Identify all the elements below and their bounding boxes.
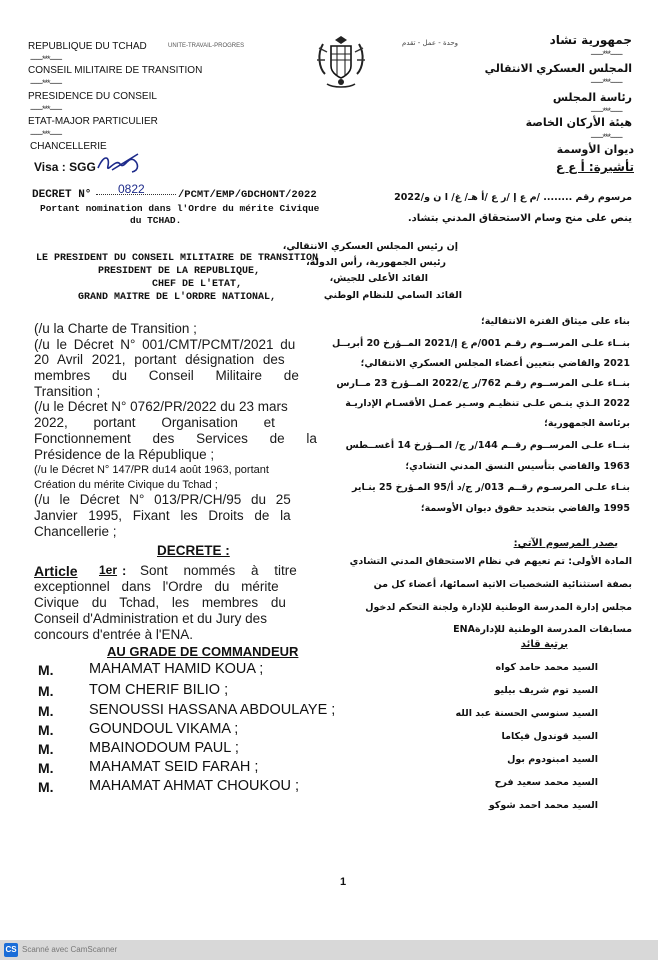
decree-number-label: DECRET N° xyxy=(32,189,92,201)
visa-line: (/u le Décret N° 147/PR du14 août 1963, portant xyxy=(34,464,269,476)
member-title: M. xyxy=(38,703,54,719)
header-chancellery-ar: ديوان الأوسمة xyxy=(556,143,634,156)
article-line: exceptionnel dans l'Ordre du mérite xyxy=(34,579,279,594)
visa-line: Fonctionnement des Services de la xyxy=(34,431,317,446)
visa-line: membres du Conseil Militaire de xyxy=(34,368,299,383)
header-republic: REPUBLIQUE DU TCHAD xyxy=(28,41,147,52)
president-title-4: GRAND MAITRE DE L'ORDRE NATIONAL, xyxy=(78,292,277,303)
member-name: MAHAMAT SEID FARAH ; xyxy=(89,759,259,775)
article-colon: : xyxy=(122,563,127,578)
header-motto-ar: وحدة - عمل - تقدم xyxy=(402,39,459,47)
article-line: Civique du Tchad, les membres du xyxy=(34,595,286,610)
visa-line: (/u le Décret N° 0762/PR/2022 du 23 mars xyxy=(34,399,288,414)
member-title: M. xyxy=(38,779,54,795)
scanner-text: Scanné avec CamScanner xyxy=(22,945,118,954)
visa-line-ar: 1963 والقاضي بتأسيس النسق المدني التشادي؛ xyxy=(405,461,630,472)
coat-of-arms-emblem xyxy=(313,30,369,92)
header-council: CONSEIL MILITAIRE DE TRANSITION xyxy=(28,65,203,76)
member-title: M. xyxy=(38,683,54,699)
member-title: M. xyxy=(38,662,54,678)
president-title-2: PRESIDENT DE LA REPUBLIQUE, xyxy=(98,266,261,277)
member-name-ar: السيد توم شريف بيليو xyxy=(494,685,598,696)
separator: ------***------ xyxy=(590,106,622,116)
member-title: M. xyxy=(38,741,54,757)
visa-line: Janvier 1995, Fixant les Droits de la xyxy=(34,508,291,523)
visa-line-ar: برئاسة الجمهورية؛ xyxy=(544,418,630,429)
president-title-ar-4: القائد السامي للنظام الوطني xyxy=(323,290,462,301)
visa-label: Visa : SGG xyxy=(34,160,96,174)
visa-line-ar: بنــاء علـى المرســوم رقـم 762/ر ج/2022 المــؤرخ 23 مــارس xyxy=(336,378,630,389)
visa-signature xyxy=(94,150,146,178)
member-name-ar: السيد محمد حامد كواه xyxy=(495,662,598,673)
article-line-ar: بصفة استثنائية الشخصيات الاتية اسمائها، أعضاء كل من xyxy=(373,579,632,590)
visa-line-ar: بناء على ميثاق الفترة الانتقالية؛ xyxy=(480,316,630,327)
decree-subtitle-ar: ينص على منح وسام الاستحقاق المدني بتشاد. xyxy=(407,213,632,224)
decrete-heading-ar: يصدر المرسوم الآتي: xyxy=(513,538,618,549)
member-name: GOUNDOUL VIKAMA ; xyxy=(89,721,239,737)
visa-line: 20 Avril 2021, portant désignation des xyxy=(34,352,285,367)
article-line: concours d'entrée à l'ENA. xyxy=(34,627,193,642)
visa-line-ar: 2021 والقاضي بتعيين أعضاء المجلس العسكري الانتقالي؛ xyxy=(360,358,630,369)
decree-subtitle-1: Portant nomination dans l'Ordre du mérite Civique xyxy=(40,203,320,214)
visa-line: 2022, portant Organisation et xyxy=(34,415,275,430)
visa-line: Chancellerie ; xyxy=(34,524,117,539)
separator: ------***------ xyxy=(590,77,622,87)
article-line-ar: مجلس إدارة المدرسة الوطنية للإدارة ولجنة التحكم لدخول xyxy=(365,602,632,613)
separator: ------***------ xyxy=(30,104,62,114)
member-name: MBAINODOUM PAUL ; xyxy=(89,740,239,756)
member-title: M. xyxy=(38,722,54,738)
member-title: M. xyxy=(38,760,54,776)
visa-line-ar: 2022 الـذي ينـص علـى تنظيـم وسـير عمـل الأقسـام الإداريـة xyxy=(345,398,630,409)
decrete-heading: DECRETE : xyxy=(157,543,230,558)
header-chancellery: CHANCELLERIE xyxy=(30,141,107,152)
visa-line: Présidence de la République ; xyxy=(34,447,215,462)
separator: ------***------ xyxy=(30,129,62,139)
member-name-ar: السيد قوندول فيكاما xyxy=(501,731,598,742)
visa-line-ar: بنــاء علـى المرســوم رقـم 001/م ع إ/2021 المــؤرخ 20 أبريــل xyxy=(331,338,630,349)
decree-number-ar: مرسوم رقم ........ /م ع إ /ر ع /أ هـ/ غ/ ا ن و/2022 xyxy=(394,192,632,203)
signature-ar: تأشيرة: أ ع ع xyxy=(555,160,634,174)
president-title-ar-2: رئيس الجمهورية، رأس الدولة، xyxy=(306,257,446,268)
visa-line: (/u la Charte de Transition ; xyxy=(34,321,197,336)
article-label: Article xyxy=(34,563,78,579)
member-name-ar: السيد سنوسي الحسنة عبد الله xyxy=(455,708,598,719)
grade-title: AU GRADE DE COMMANDEUR xyxy=(107,644,299,659)
article-line: Conseil d'Administration et du Jury des xyxy=(34,611,267,626)
separator: ------***------ xyxy=(590,49,622,59)
decree-number-value: 0822 xyxy=(118,182,145,196)
president-title-1: LE PRESIDENT DU CONSEIL MILITAIRE DE TRANSITION xyxy=(36,253,319,264)
visa-line: Transition ; xyxy=(34,384,101,399)
separator: ------***------ xyxy=(30,54,62,64)
visa-line: (/u le Décret N° 013/PR/CH/95 du 25 xyxy=(34,492,291,507)
decree-subtitle-2: du TCHAD. xyxy=(130,215,182,226)
page-number: 1 xyxy=(340,876,347,888)
visa-line-ar: بنــاء علـى المرســوم رقــم 144/ر ج/ المــؤرخ 14 أغســطس xyxy=(345,440,630,451)
header-presidency-ar: رئاسة المجلس xyxy=(552,91,632,104)
member-name-ar: السيد محمد احمد شوكو xyxy=(488,800,598,811)
article-ordinal: 1er xyxy=(99,563,118,577)
visa-line: Création du mérite Civique du Tchad ; xyxy=(34,479,218,491)
camscanner-logo-icon: CS xyxy=(4,943,18,957)
president-title-3: CHEF DE L'ETAT, xyxy=(152,279,243,290)
president-title-ar-1: إن رئيس المجلس العسكري الانتقالي، xyxy=(282,241,458,252)
separator: ------***------ xyxy=(30,78,62,88)
header-presidency: PRESIDENCE DU CONSEIL xyxy=(28,91,157,102)
president-title-ar-3: القائد الأعلى للجيش، xyxy=(329,273,428,284)
header-staff: ETAT-MAJOR PARTICULIER xyxy=(28,116,158,127)
visa-line-ar: بنـاء علـى المرسـوم رقــم 013/ر ج/د أ/95 المـؤرخ 25 ينـاير xyxy=(352,482,630,493)
header-republic-ar: جمهورية تشاد xyxy=(549,33,632,47)
header-motto: UNITE-TRAVAIL-PROGRES xyxy=(168,43,245,49)
article-line-ar: المادة الأولى: تم تعيهم في نظام الاستحقاق المدني التشادي xyxy=(349,556,632,567)
member-name: SENOUSSI HASSANA ABDOULAYE ; xyxy=(89,702,336,718)
member-name: MAHAMAT HAMID KOUA ; xyxy=(89,661,264,677)
member-name-ar: السيد محمد سعيد فرح xyxy=(494,777,598,788)
article-line-ar: مسابقات المدرسة الوطنية للإدارةENA xyxy=(453,624,632,635)
member-name-ar: السيد امبنودوم بول xyxy=(507,754,598,765)
member-name: TOM CHERIF BILIO ; xyxy=(89,682,229,698)
visa-line-ar: 1995 والقاضي بتحديد حقوق ديوان الأوسمة؛ xyxy=(420,503,630,514)
header-council-ar: المجلس العسكري الانتقالي xyxy=(484,62,632,75)
decree-reference: /PCMT/EMP/GDCHONT/2022 xyxy=(178,189,317,201)
grade-title-ar: برتبة قائد xyxy=(520,639,568,650)
separator: ------***------ xyxy=(590,132,622,142)
scanner-footer xyxy=(0,940,658,960)
member-name: MAHAMAT AHMAT CHOUKOU ; xyxy=(89,778,300,794)
header-staff-ar: هيئة الأركان الخاصة xyxy=(525,116,632,129)
visa-line: (/u le Décret N° 001/CMT/PCMT/2021 du xyxy=(34,337,296,352)
article-line: Sont nommés à titre xyxy=(140,563,297,578)
